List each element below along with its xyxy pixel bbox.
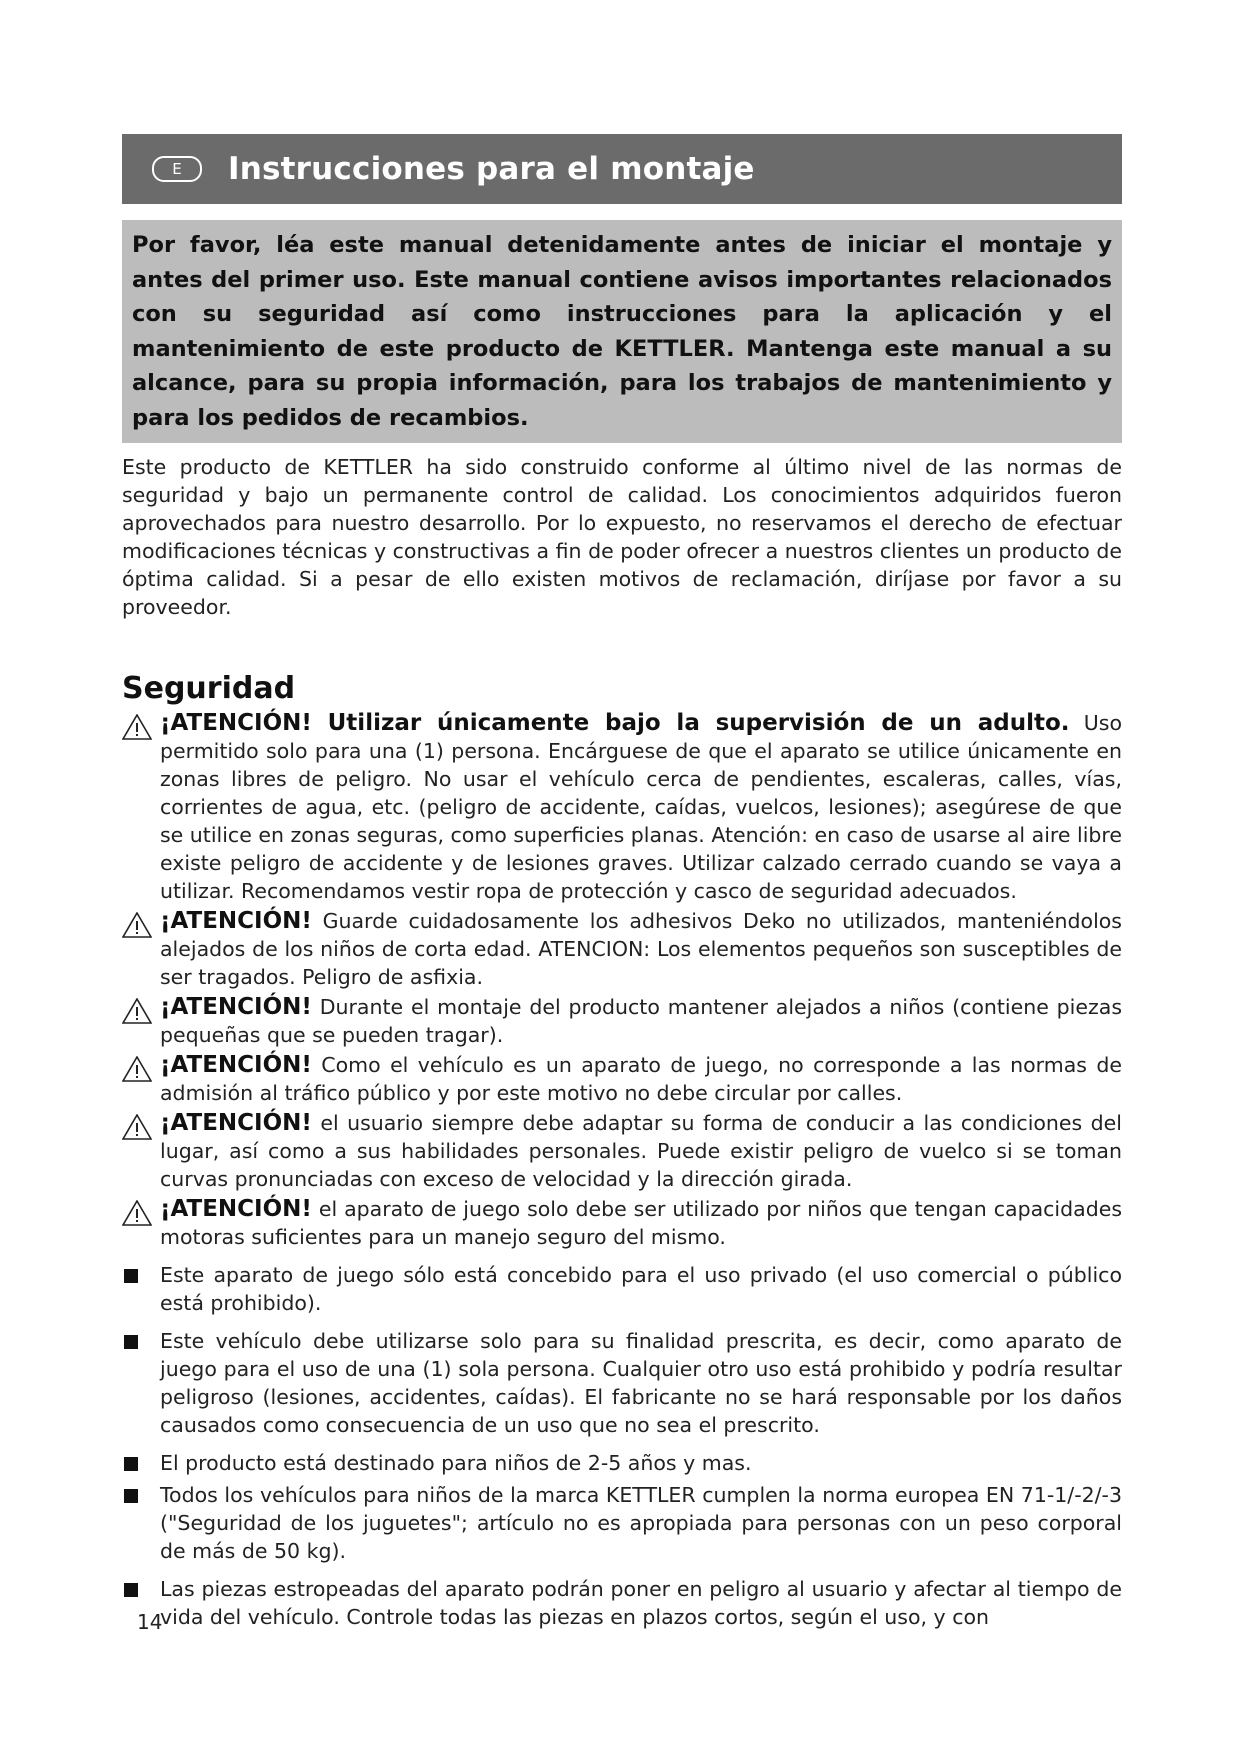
- bullet-text: Todos los vehículos para niños de la marca KETTLER cumplen la norma europea EN 71-1/-2/-3 ("Seguridad de los juguetes"; artículo no es apropiada para personas con un peso corporal de más de 50 kg).: [160, 1483, 1122, 1563]
- warning-text: el usuario siempre debe adaptar su forma de conducir a las condiciones del lugar, así como a sus habilidades personales. Puede existir peligro de vuelco si se toman curvas pronunciadas con exceso de velocidad y la dirección girada.: [160, 1111, 1122, 1191]
- warning-text: Como el vehículo es un aparato de juego, no corresponde a las normas de admisión al tráfico público y por este motivo no debe circular por calles.: [160, 1053, 1122, 1105]
- warning-text: Uso permitido solo para una (1) persona. Encárguese de que el aparato se utilice únicamente en zonas libres de peligro. No usar el vehículo cerca de pendientes, escaleras, calles, vías, corrientes de agua, etc. (peligro de accidente, caídas, vuelcos, lesiones); asegúrese de que se utilice en zonas seguras, como superficies planas. Atención: en caso de usarse al aire libre existe peligro de accidente y de lesiones graves. Utilizar calzado cerrado cuando se vaya a utilizar. Recomendamos vestir ropa de protección y casco de seguridad adecuados.: [160, 711, 1122, 903]
- warning-label: ¡ATENCIÓN!: [160, 1196, 312, 1222]
- warning-item: [122, 1109, 1122, 1193]
- square-bullet-icon: [124, 1489, 138, 1503]
- warning-item: [122, 1195, 1122, 1251]
- warning-label: ¡ATENCIÓN!: [160, 1110, 312, 1136]
- intro-paragraph: Este producto de KETTLER ha sido construido conforme al último nivel de las normas de seguridad y bajo un permanente control de calidad. Los conocimientos adquiridos fueron aprovechados para nuestro desarrollo. Por lo expuesto, no reservamos el derecho de efectuar modificaciones técnicas y constructivas a fin de poder ofrecer a nuestros clientes un producto de óptima calidad. Si a pesar de ello existen motivos de reclamación, diríjase por favor a su proveedor.: [122, 455, 1122, 619]
- bullet-text: Las piezas estropeadas del aparato podrán poner en peligro al usuario y afectar al tiempo de vida del vehículo. Controle todas las piezas en plazos cortos, según el uso, y con: [160, 1577, 1122, 1629]
- warning-item: [122, 993, 1122, 1049]
- square-bullet-icon: [124, 1269, 138, 1283]
- manual-page: [122, 134, 1122, 1631]
- warning-triangle-icon: [122, 1056, 152, 1082]
- warning-text: el aparato de juego solo debe ser utilizado por niños que tengan capacidades motoras suficientes para un manejo seguro del mismo.: [160, 1197, 1122, 1249]
- warning-strong-text: Utilizar únicamente bajo la supervisión de un adulto.: [311, 710, 1070, 736]
- warning-text: Guarde cuidadosamente los adhesivos Deko no utilizados, manteniéndolos alejados de los niños de corta edad. ATENCION: Los elementos pequeños son susceptibles de ser tragados. Peligro de asfixia.: [160, 909, 1122, 989]
- warning-triangle-icon: [122, 912, 152, 938]
- intro-notice-box: Por favor, léa este manual detenidamente antes de iniciar el montaje y antes del primer uso. Este manual contiene avisos importantes relacionados con su seguridad así como instrucciones para la aplicación y el mantenimiento de este producto de KETTLER. Mantenga este manual a su alcance, para su propia información, para los trabajos de mantenimiento y para los pedidos de recambios.: [122, 220, 1122, 443]
- bullet-text: Este vehículo debe utilizarse solo para su finalidad prescrita, es decir, como aparato de juego para el uso de una (1) sola persona. Cualquier otro uso está prohibido y podría resultar peligroso (lesiones, accidentes, caídas). El fabricante no se hará responsable por los daños causados como consecuencia de un uso que no sea el prescrito.: [160, 1329, 1122, 1437]
- warning-label: ¡ATENCIÓN!: [160, 1052, 312, 1078]
- square-bullet-icon: [124, 1457, 138, 1471]
- language-code: E: [172, 159, 182, 178]
- warning-label: ¡ATENCIÓN!: [160, 994, 312, 1020]
- warning-item: [122, 709, 1122, 905]
- square-bullet-icon: [124, 1583, 138, 1597]
- language-badge-icon: [152, 156, 202, 182]
- warning-triangle-icon: [122, 1114, 152, 1140]
- bullet-text: El producto está destinado para niños de 2-5 años y mas.: [160, 1451, 752, 1475]
- bullet-item: [122, 1481, 1122, 1565]
- warning-text: Durante el montaje del producto mantener alejados a niños (contiene piezas pequeñas que se pueden tragar).: [160, 995, 1122, 1047]
- bullet-text: Este aparato de juego sólo está concebido para el uso privado (el uso comercial o público está prohibido).: [160, 1263, 1122, 1315]
- warning-label: ¡ATENCIÓN!: [160, 710, 312, 736]
- warning-triangle-icon: [122, 1200, 152, 1226]
- warning-item: [122, 1051, 1122, 1107]
- warning-triangle-icon: [122, 998, 152, 1024]
- warning-item: [122, 907, 1122, 991]
- warning-triangle-icon: [122, 714, 152, 740]
- bullet-item: [122, 1261, 1122, 1317]
- bullet-item: [122, 1327, 1122, 1439]
- page-title: Instrucciones para el montaje: [228, 151, 755, 187]
- warning-label: ¡ATENCIÓN!: [160, 908, 312, 934]
- square-bullet-icon: [124, 1335, 138, 1349]
- section-title-seguridad: Seguridad: [122, 671, 296, 706]
- header-bar: [122, 134, 1122, 204]
- page-number: 14: [137, 1610, 163, 1634]
- bullet-item: [122, 1575, 1122, 1631]
- bullet-item: [122, 1449, 1122, 1477]
